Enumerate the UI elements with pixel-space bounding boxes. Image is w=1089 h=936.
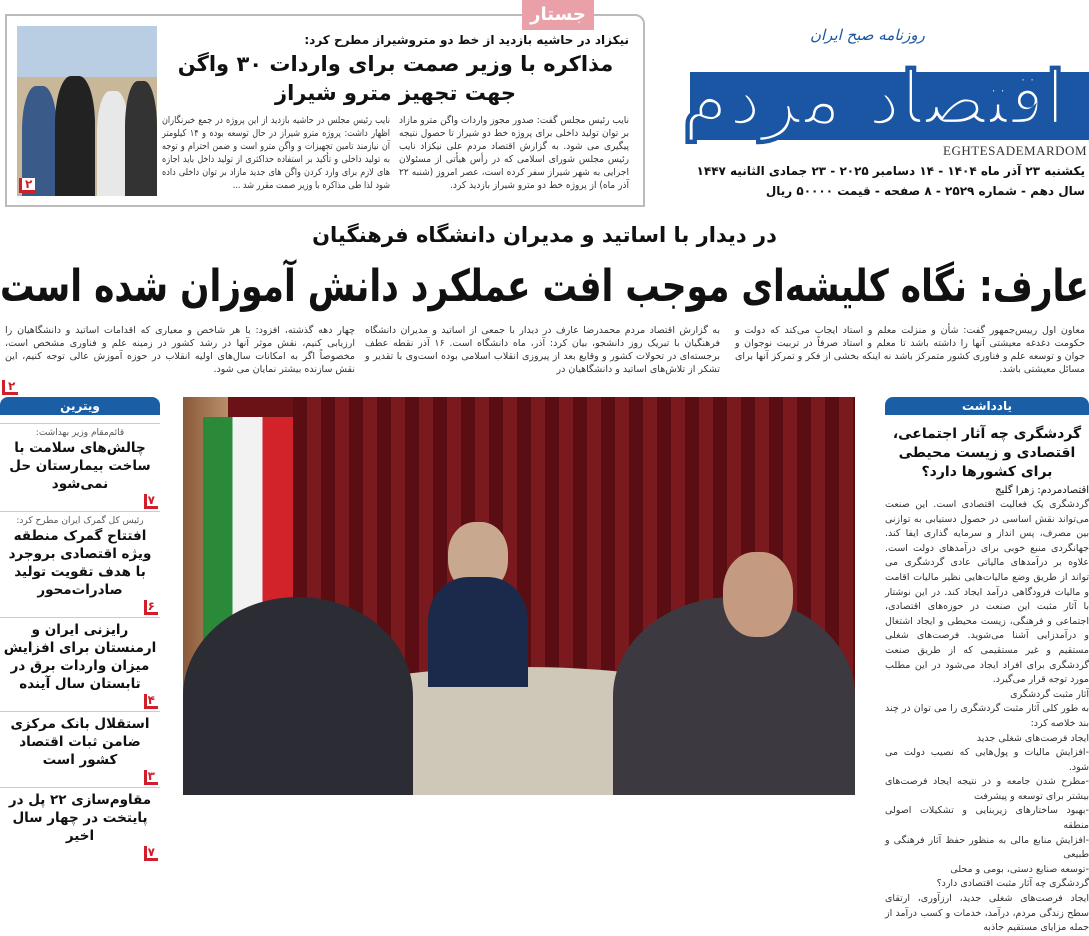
item-headline[interactable]: رایزنی ایران و ارمنستان برای افزایش میزان واردات برق در تابستان سال آینده — [3, 622, 157, 692]
item-kicker: رئیس کل گمرک ایران مطرح کرد: — [16, 516, 144, 526]
sidebar-item[interactable] — [0, 617, 160, 711]
note-section-title: یادداشت — [885, 397, 1089, 415]
top-story-kicker — [169, 33, 629, 48]
tagline: روزنامه صبح ایران — [810, 26, 925, 44]
top-story-photo — [17, 26, 157, 196]
issue-text: سال دهم - شماره ۲۵۲۹ - ۸ صفحه - قیمت ۵۰۰۰۰ ریال — [765, 184, 1085, 198]
lead-column-1: معاون اول رییس‌جمهور گفت: شأن و منزلت معلم و استاد ایجاب می‌کند که دولت و حکومت دغدغه معیشتی آنها را داشته باشد تا معلم و استاد صرفاً در تربیت نوجوان و جوان و توسعه علم و فناوری کشور متمرکز باشد نه اینکه بخشی از فکر و تمرکز آنها برای مسائل معیشتی باشد. — [735, 325, 1085, 375]
page-ref[interactable]: ۲ — [19, 178, 35, 193]
logo-text: اقتصاد مردم — [682, 56, 1066, 142]
lead-photo — [183, 397, 855, 795]
newspaper-logo[interactable] — [664, 56, 1084, 142]
lead-kicker-text: در دیدار با اساتید و مدیران دانشگاه فرهنگیان — [312, 223, 777, 247]
lead-kicker — [0, 222, 1089, 248]
note-author: اقتصادمردم: زهرا گلیج — [995, 485, 1089, 496]
page-ref[interactable]: ۳ — [144, 770, 158, 785]
dateline-text: یکشنبه ۲۳ آذر ماه ۱۴۰۴ - ۱۴ دسامبر ۲۰۲۵ - ۲۳ جمادی الثانیه ۱۴۴۷ — [696, 164, 1085, 178]
item-kicker: قائم‌مقام وزیر بهداشت: — [35, 428, 125, 438]
item-headline[interactable]: چالش‌های سلامت با ساخت بیمارستان حل نمی‌شود — [9, 440, 151, 492]
page-ref[interactable]: ۶ — [144, 600, 158, 615]
lead-column-3: چهار دهه گذشته، افزود: با هر شاخص و معیاری که اقدامات اساتید و دانشگاهیان را ارزیابی کنیم، نقش موثر آنها در رشد کشور در زمینه علم و فناوری مشخص است، مخصوصاً اگر به امکانات سال‌های اولیه انقلاب در حوزه آموزش عالی توجه کنیم، این نقش سازنده بیشتر نمایان می شود. — [5, 325, 355, 375]
sidebar-item[interactable] — [0, 787, 160, 863]
sidebar-title: ویترین — [0, 397, 160, 415]
sidebar-item[interactable] — [0, 423, 160, 511]
item-headline[interactable]: استقلال بانک مرکزی ضامن ثبات اقتصاد کشور است — [10, 716, 150, 768]
masthead — [660, 0, 1089, 210]
top-story-column-right: نایب رئیس مجلس گفت: صدور مجوز واردات واگن مترو مازاد بر توان تولید داخلی برای پروژه خط دو شیراز تا حصول نتیجه پیگیری می شود. به گزارش اقتصاد مردم علی نیکزاد نایب رئیس مجلس شورای اسلامی که در رأس هیأتی از مسئولان اجرایی به شهر شیراز سفر کرده است، عصر امروز (شنبه ۲۲ آذر ماه) از پروژه خط دو مترو شیراز بازدید کرد. — [399, 115, 629, 191]
item-headline[interactable]: افتتاح گمرک منطقه ویژه اقتصادی بروجرد با هدف تقویت تولید صادرات‌محور — [8, 528, 152, 598]
note-column — [885, 397, 1089, 936]
lead-headline-text: عارف: نگاه کلیشه‌ای موجب افت عملکرد دانش آموزان شده است — [0, 261, 1089, 312]
page-ref[interactable]: ۷ — [144, 846, 158, 861]
sidebar-showcase — [0, 397, 160, 863]
note-headline[interactable]: گردشگری چه آثار اجتماعی، اقتصادی و زیست محیطی برای کشورها دارد؟ — [892, 426, 1082, 480]
lead-column-2: به گزارش اقتصاد مردم محمدرضا عارف در دیدار با جمعی از اساتید و مدیران دانشگاه فرهنگیان با تبریک روز دانشجو، بیان کرد: آذر، ماه دانشگاه است. ۱۶ آذر نقطه عطف برجسته‌ای در تحولات کشور و وقایع بعد از پیروزی انقلاب اسلامی بوده است‌وی با تقدیر و تشکر از تلاش‌های اساتید و دانشگاهیان در — [365, 325, 720, 375]
top-story-headline[interactable]: مذاکره با وزیر صمت برای واردات ۳۰ واگن جهت تجهیز مترو شیراز — [177, 52, 614, 105]
page-ref[interactable]: ۷ — [144, 494, 158, 509]
top-story-box[interactable] — [5, 4, 645, 207]
page-ref[interactable]: ۴ — [144, 694, 158, 709]
kicker-text: نیکزاد در حاشیه بازدید از خط دو متروشیراز مطرح کرد: — [304, 33, 629, 47]
item-headline[interactable]: مقاوم‌سازی ۲۲ پل در پایتخت در چهار سال اخیر — [8, 792, 152, 844]
lead-headline[interactable] — [0, 260, 1089, 314]
dateline — [665, 163, 1085, 179]
latin-name: EGHTESADEMARDOM — [943, 143, 1087, 158]
issue-info — [665, 183, 1085, 199]
note-body: گردشگری یک فعالیت اقتصادی است. این صنعت می‌تواند نقش اساسی در حصول دستیابی به توازنی بین مصرف، پس انداز و سرمایه گذاری ایفا کند. جهانگردی منبع خوبی برای درآمدهای دولت است. علاوه بر درآمدهای مالیاتی عادی گردشگری می تواند از طریق وضع مالیات‌هایی نظیر مالیات اقامت و مالیات فرودگاهی درآمد ایجاد کند. در این نوشتار با آثار مثبت این صنعت در حوزه‌های اقتصادی، اجتماعی و فرهنگی، زیست محیطی و ایجاد اشتغال و درآمدزایی آشنا می‌شوید. فرصت‌های شغلی مستقیم و غیر مستقیمی که از طریق صنعت گردشگری برای افراد ایجاد می‌شود در این مطلب مورد توجه قرار می‌گیرد. آثار مثبت گردشگری به طور کلی آثار مثبت گردشگری را می توان در چند بند خلاصه کرد: ایجاد فرصت‌های شغلی جدید -افزایش مالیات و پول‌هایی که نصیب دولت می شود. -مطرح شدن جامعه و در نتیجه ایجاد فرصت‌های بیشتر برای توسعه و پیشرفت -بهبود ساختارهای زیربنایی و تشکیلات اصولی منطقه -افزایش منابع مالی به منظور حفظ آثار فرهنگی و طبیعی -توسعه صنایع دستی، بومی و محلی گردشگری چه آثار مثبت اقتصادی دارد؟ ایجاد فرصت‌های شغلی جدید، ارزآوری، ارتقای سطح زندگی مردم، درآمد، خدمات و کسب درآمد از جمله مزایای مستقیم جاذبه — [885, 499, 1089, 934]
sidebar-item[interactable] — [0, 711, 160, 787]
section-tab: جستار — [522, 0, 594, 30]
sidebar-item[interactable] — [0, 511, 160, 617]
page-ref[interactable]: ۲ — [2, 380, 18, 395]
top-story-column-left: نایب رئیس مجلس در حاشیه بازدید از این پروژه در جمع خبرنگاران اظهار داشت: پروژه مترو شیراز در حال توسعه بوده و ۱۴ کیلومتر آن نیازمند تامین تجهیزات و واگن مترو است و ضمن احترام و توجه به تولید داخلی و تأکید بر استفاده حداکثری از تولید داخل باید اجازه های لازم برای وارد کردن واگن های جدید مازاد بر توان داخلی داده شود لذا طی مذاکره با وزیر صمت مقرر شد ... — [162, 115, 390, 191]
